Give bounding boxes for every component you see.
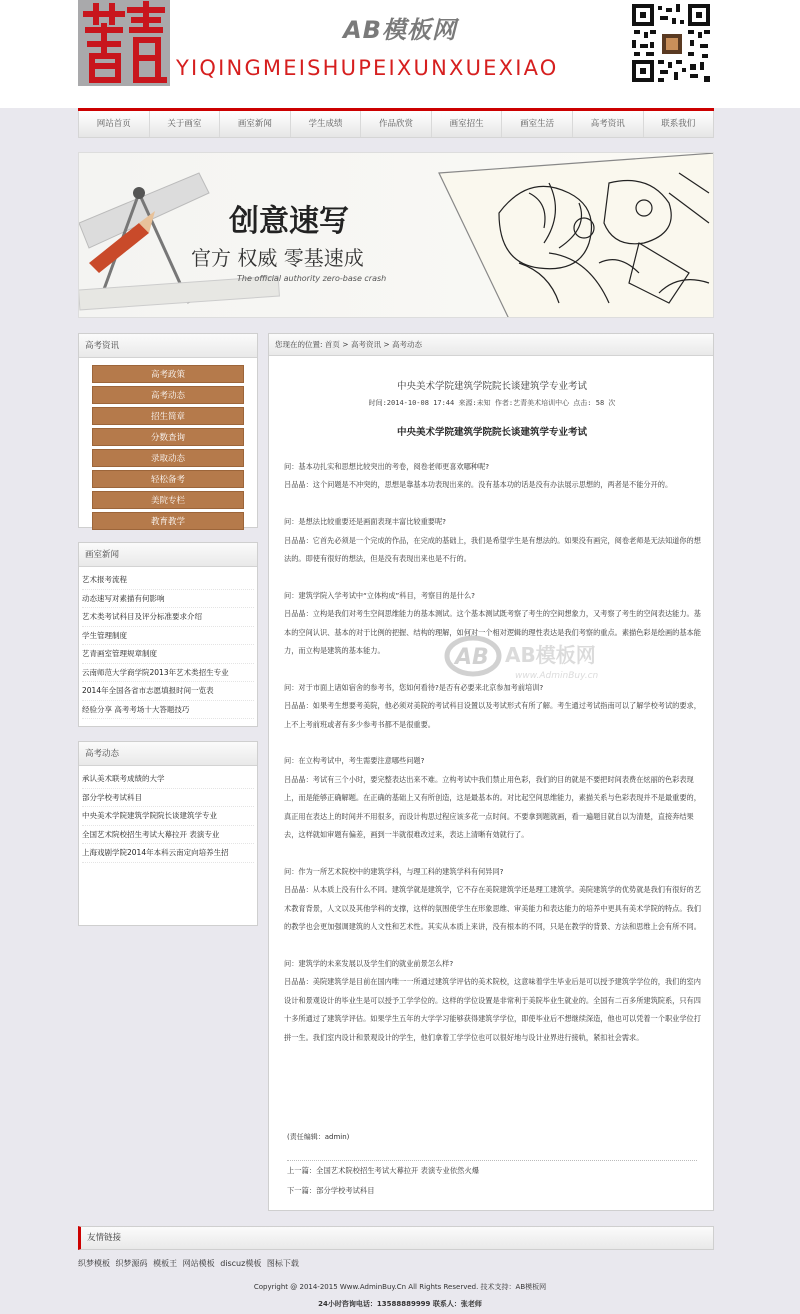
nav-item-works[interactable]: 作品欣赏 [361, 111, 432, 137]
banner-slogan: 官方 权威 零基速成 [191, 246, 364, 270]
nav-item-about[interactable]: 关于画室 [150, 111, 221, 137]
news-link[interactable]: 学生管理制度 [82, 627, 254, 646]
article-divider [287, 1160, 697, 1161]
nav-item-contact[interactable]: 联系我们 [661, 119, 696, 129]
friend-link[interactable]: 织梦模板 [78, 1259, 110, 1268]
banner-slogan-en: The official authority zero-base crash [237, 274, 387, 283]
brand-title: AB模板网 [343, 16, 457, 44]
friend-link[interactable]: 模板王 [153, 1259, 178, 1268]
footer-copyright: Copyright @ 2014-2015 Www.AdminBuy.Cn All Rights Reserved. 技术支持：AB模板网 [253, 1283, 547, 1291]
hero-banner[interactable] [78, 152, 714, 318]
dongtai-link[interactable]: 承认美术联考成绩的大学 [82, 770, 254, 789]
category-button-admission[interactable]: 录取动态 [92, 449, 244, 467]
nav-item-admissions[interactable]: 画室招生 [432, 111, 503, 137]
nav-item-results[interactable]: 学生成绩 [291, 111, 362, 137]
article-paragraph: 吕品晶：立构是我们对考生空间思维能力的基本测试。这个基本测试既考察了考生的空间想象力，又考察了考生的空间表达能力。基本的空间认识、基本的对于比例的把握、结构的理解，如何对一个相对逻辑的理性表达是我们考察的重点。素描色彩是绘画的基本能力，而立构是建筑的基本能力。 [284, 609, 701, 656]
news-link[interactable]: 动态速写对素描有何影响 [82, 590, 254, 609]
logo-icon [78, 0, 170, 86]
footer-hotline: 24小时咨询电话：13588889999 联系人：张老师 [318, 1300, 482, 1308]
prev-article-link[interactable]: 上一篇：全国艺术院校招生考试大幕拉开 表演专业依然火爆 [287, 1166, 480, 1175]
news-link[interactable]: 艺青画室管理规章制度 [82, 645, 254, 664]
category-button-teaching[interactable]: 教育教学 [92, 512, 244, 530]
article-title: 中央美术学院建筑学院院长谈建筑学专业考试 [396, 381, 587, 392]
article-paragraph: 问：建筑学的未来发展以及学生们的就业前景怎么样? [284, 958, 454, 968]
news-link[interactable]: 2014年全国各省市志愿填报时间一览表 [82, 682, 254, 701]
article-meta: 时间:2014-10-08 17:44 来源:未知 作者:艺青美术培训中心 点击: 58 次 [368, 399, 616, 407]
article-paragraph: 吕品晶：从本质上没有什么不同。建筑学就是建筑学，它不存在美院建筑学还是理工建筑学。美院建筑学的优势就是我们有很好的艺术教育背景，人文以及其他学科的支撑，这样的氛围使学生在形象思维、审美能力和表达能力的培养中更具有美术学院的特点。我们的教学也会更加强调建筑的人文性和艺术性。其实从本质上来讲，没有根本的不同，只是在教学的背景、方法和思维上会有所不同。 [284, 885, 701, 932]
category-button-news[interactable]: 高考动态 [92, 386, 244, 404]
qr-code-icon [630, 2, 712, 84]
article-paragraph: 吕品晶：如果考生想要考美院，他必须对美院的考试科目设置以及考试形式有所了解。考生通过考试指南可以了解学校考试的要求，上不上考前班或者有多少参考书都不是很重要。 [284, 701, 701, 729]
nav-item-news[interactable]: 画室新闻 [220, 111, 291, 137]
article-paragraph: 问：基本功扎实和思想比较突出的考卷，阅卷老师更喜欢哪种呢? [284, 462, 490, 471]
dongtai-link[interactable]: 全国艺术院校招生考试大幕拉开 表演专业 [82, 826, 254, 845]
nav-item-home[interactable]: 网站首页 [79, 111, 150, 137]
category-button-academy[interactable]: 美院专栏 [92, 491, 244, 509]
friend-link[interactable]: 织梦源码 [115, 1259, 148, 1268]
article-paragraph: 吕品晶：考试有三个小时，要完整表达出来不难。立构考试中我们禁止用色彩，我们的目的就是不要把时间表费在炫丽的色彩表现上，而是能够正确解题。在正确的基础上又有所创造，这是最基本的。对比起空间思维能力，素描关系与色彩表现并不是最重要的，真正用在表达上的时间并不用很多，而设计构思过程应该多花一点时间。不要拿到题就画，看一遍题目就自以为清楚，直接奔结果去，这样就如审题有偏差，画到一半就很难改过来，表达上清晰有効就行了。 [284, 774, 701, 840]
friend-link[interactable]: discuz模板 [220, 1259, 262, 1268]
article-editor: (责任编辑：admin) [287, 1133, 350, 1141]
friend-links-title: 友情链接 [78, 1226, 714, 1250]
sidebar-dongtai-title: 高考动态 [79, 742, 257, 766]
article-paragraph: 问：是想法比较重要还是画面表现丰富比较重要呢? [284, 517, 446, 527]
banner-headline: 创意速写 [229, 204, 349, 239]
article-panel [268, 333, 714, 1211]
category-button-scores[interactable]: 分数查询 [92, 428, 244, 446]
article-body [284, 458, 702, 1047]
article-paragraph: 问：建筑学院入学考试中“立体构成”科目，考察目的是什么? [284, 590, 475, 600]
article-paragraph: 问：对于市面上诸如宿舍的参考书，您如何看待?是否有必要来北京参加考前培训? [284, 682, 544, 692]
breadcrumb[interactable]: 您现在的位置: 首页 > 高考资讯 > 高考动态 [269, 334, 713, 356]
category-button-policy[interactable]: 高考政策 [92, 365, 244, 383]
friend-links [78, 1258, 714, 1269]
dongtai-link[interactable]: 上海戏剧学院2014年本科云南定向培养生招 [82, 844, 254, 863]
nav-item-life[interactable]: 画室生活 [502, 111, 573, 137]
article-paragraph: 吕品晶：这个问题是不冲突的，思想是靠基本功表现出来的。没有基本功的话是没有办法展示思想的，两者是不能分开的。 [284, 480, 673, 490]
article-paragraph: 吕品晶：美院建筑学是目前在国内唯一一所通过建筑学评估的美术院校，这意味着学生毕业后是可以授予建筑学学位的，我们的室内设计和景观设计的毕业生是可以授予工学学位的。这样的学位设置是非常利于美院毕业生就业的。全国有二百多所建筑院系，只有四十多所通过了建筑学评估。如果学生五年的大学学习能够获得建筑学学位，即使毕业后不想继续深造，他也可以凭着一个职业学位打拼一生。我们室内设计和景观设计的学生，他们拿着工学学位也可以很好地与设计业界进行接轨，紧扣社会需求。 [284, 977, 701, 1042]
sidebar-news-title: 画室新闻 [79, 543, 257, 567]
friend-link[interactable]: 网站模板 [182, 1259, 215, 1268]
logo[interactable] [78, 0, 170, 86]
watermark-logo [439, 626, 609, 686]
sidebar-gaokao-title: 高考资讯 [79, 334, 257, 358]
sidebar-news-panel [78, 542, 258, 727]
article-subtitle: 中央美术学院建筑学院院长谈建筑学专业考试 [396, 427, 587, 438]
next-article-link[interactable]: 下一篇：部分学校考试科目 [287, 1186, 375, 1195]
watermark-url: www.AdminBuy.cn [515, 671, 599, 681]
article-paragraph: 吕品晶：它首先必须是一个完成的作品，在完成的基础上，我们是希望学生是有想法的。如果没有画完，阅卷老师是无法知道你的想法的。即使有很好的想法，但是没有表现出来也是不行的。 [284, 535, 701, 564]
friend-link[interactable]: 图标下载 [266, 1259, 299, 1268]
news-link[interactable]: 艺术类考试科目及评分标准要求介绍 [82, 608, 254, 627]
news-link[interactable]: 经验分享 高考考场十大答题技巧 [82, 701, 254, 720]
sidebar-dongtai-panel [78, 741, 258, 926]
dongtai-link[interactable]: 中央美术学院建筑学院院长谈建筑学专业 [82, 807, 254, 826]
nav-item-gaokao[interactable]: 高考资讯 [573, 111, 644, 137]
article-paragraph: 问：在立构考试中，考生需要注意哪些问题? [284, 756, 425, 766]
news-link[interactable]: 艺术报考流程 [82, 571, 254, 590]
svg-text:AB: AB [455, 645, 489, 670]
watermark-text: AB模板网 [505, 643, 596, 667]
dongtai-link[interactable]: 部分学校考试科目 [82, 789, 254, 808]
qr-code [630, 2, 712, 84]
brand-pinyin: YIQINGMEISHUPEIXUNXUEXIAO [176, 56, 559, 80]
main-nav [78, 108, 714, 138]
category-button-brochure[interactable]: 招生简章 [92, 407, 244, 425]
category-button-prep[interactable]: 轻松备考 [92, 470, 244, 488]
article-paragraph: 问：作为一所艺术院校中的建筑学科，与理工科的建筑学科有何异同? [284, 866, 504, 876]
news-link[interactable]: 云南师范大学商学院2013年艺术类招生专业 [82, 664, 254, 683]
sidebar-gaokao-panel [78, 333, 258, 528]
